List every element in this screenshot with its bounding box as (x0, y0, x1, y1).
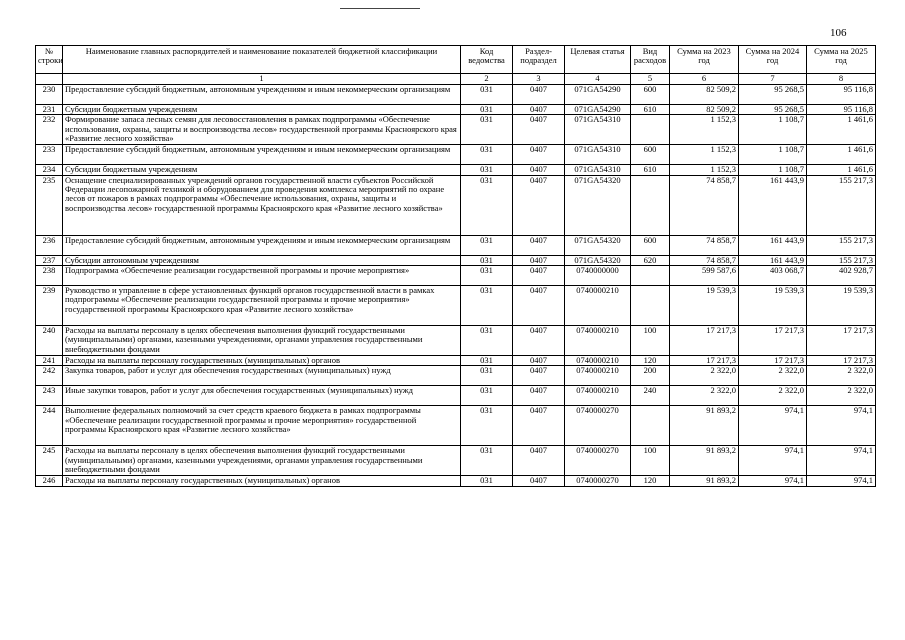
header-expense: Вид расходов (631, 46, 670, 74)
column-number-row (36, 74, 876, 85)
column-number: 5 (631, 74, 670, 85)
row-sum-2024: 17 217,3 (739, 326, 807, 356)
row-name: Расходы на выплаты персоналу в целях обеспечения выполнения функций государственными (муниципальными) органами, казенными учреждениями, органами управления государственными внебюджетными фондами (63, 446, 461, 476)
row-expense-type: 100 (631, 446, 670, 476)
row-target-article: 0740000210 (565, 286, 631, 326)
row-sum-2023: 82 509,2 (670, 105, 739, 115)
row-sum-2023: 74 858,7 (670, 235, 739, 255)
row-section-code: 0407 (513, 85, 565, 105)
row-section-code: 0407 (513, 326, 565, 356)
table-row (36, 286, 876, 326)
row-number: 242 (36, 366, 63, 386)
row-target-article: 0740000270 (565, 476, 631, 486)
row-agency-code: 031 (461, 145, 513, 165)
table-row (36, 255, 876, 265)
row-expense-type: 600 (631, 145, 670, 165)
row-expense-type (631, 406, 670, 446)
row-name: Расходы на выплаты персоналу государственных (муниципальных) органов (63, 356, 461, 366)
row-sum-2023: 1 152,3 (670, 145, 739, 165)
row-sum-2025: 17 217,3 (807, 356, 876, 366)
row-sum-2025: 95 116,8 (807, 105, 876, 115)
row-sum-2025: 1 461,6 (807, 145, 876, 165)
row-target-article: 071GA54310 (565, 115, 631, 145)
row-sum-2025: 2 322,0 (807, 366, 876, 386)
row-sum-2024: 403 068,7 (739, 266, 807, 286)
column-number: 8 (807, 74, 876, 85)
table-row (36, 446, 876, 476)
row-sum-2025: 1 461,6 (807, 115, 876, 145)
row-agency-code: 031 (461, 386, 513, 406)
row-number: 236 (36, 235, 63, 255)
header-section: Раздел- подраздел (513, 46, 565, 74)
row-expense-type: 610 (631, 105, 670, 115)
row-agency-code: 031 (461, 476, 513, 486)
row-expense-type (631, 266, 670, 286)
row-number: 230 (36, 85, 63, 105)
row-section-code: 0407 (513, 356, 565, 366)
row-sum-2025: 155 217,3 (807, 235, 876, 255)
row-sum-2024: 2 322,0 (739, 366, 807, 386)
header-agency: Код ведомства (461, 46, 513, 74)
row-section-code: 0407 (513, 105, 565, 115)
row-number: 246 (36, 476, 63, 486)
row-number: 234 (36, 165, 63, 175)
row-number: 235 (36, 175, 63, 235)
row-section-code: 0407 (513, 386, 565, 406)
row-section-code: 0407 (513, 366, 565, 386)
row-number: 233 (36, 145, 63, 165)
row-sum-2024: 1 108,7 (739, 165, 807, 175)
table-row (36, 145, 876, 165)
row-sum-2023: 74 858,7 (670, 175, 739, 235)
row-sum-2025: 95 116,8 (807, 85, 876, 105)
row-sum-2023: 74 858,7 (670, 255, 739, 265)
row-expense-type: 200 (631, 366, 670, 386)
row-target-article: 071GA54290 (565, 85, 631, 105)
row-target-article: 0740000210 (565, 366, 631, 386)
table-row (36, 105, 876, 115)
row-sum-2025: 402 928,7 (807, 266, 876, 286)
row-expense-type: 610 (631, 165, 670, 175)
row-sum-2025: 19 539,3 (807, 286, 876, 326)
row-sum-2024: 95 268,5 (739, 105, 807, 115)
row-sum-2023: 599 587,6 (670, 266, 739, 286)
row-sum-2024: 19 539,3 (739, 286, 807, 326)
row-section-code: 0407 (513, 406, 565, 446)
row-sum-2023: 1 152,3 (670, 165, 739, 175)
row-expense-type: 120 (631, 476, 670, 486)
row-agency-code: 031 (461, 105, 513, 115)
row-agency-code: 031 (461, 326, 513, 356)
column-number: 1 (63, 74, 461, 85)
row-name: Расходы на выплаты персоналу в целях обеспечения выполнения функций государственными (муниципальными) органами, казенными учреждениями, органами управления государственными внебюджетными фондами (63, 326, 461, 356)
row-sum-2023: 2 322,0 (670, 386, 739, 406)
column-number: 4 (565, 74, 631, 85)
page-number: 106 (830, 27, 847, 39)
column-number: 3 (513, 74, 565, 85)
row-agency-code: 031 (461, 406, 513, 446)
row-sum-2023: 1 152,3 (670, 115, 739, 145)
row-name: Субсидии бюджетным учреждениям (63, 105, 461, 115)
row-section-code: 0407 (513, 255, 565, 265)
column-number: 2 (461, 74, 513, 85)
row-target-article: 071GA54310 (565, 145, 631, 165)
header-row (36, 46, 876, 74)
row-agency-code: 031 (461, 165, 513, 175)
table-row (36, 266, 876, 286)
row-name: Закупка товаров, работ и услуг для обеспечения государственных (муниципальных) нужд (63, 366, 461, 386)
budget-table (35, 45, 876, 487)
row-expense-type: 600 (631, 85, 670, 105)
table-row (36, 476, 876, 486)
row-sum-2023: 2 322,0 (670, 366, 739, 386)
table-row (36, 366, 876, 386)
row-target-article: 0740000210 (565, 386, 631, 406)
row-sum-2023: 17 217,3 (670, 326, 739, 356)
header-row-no: № строки (36, 46, 63, 74)
row-number: 239 (36, 286, 63, 326)
row-target-article: 071GA54320 (565, 235, 631, 255)
row-section-code: 0407 (513, 165, 565, 175)
row-agency-code: 031 (461, 255, 513, 265)
row-name: Субсидии бюджетным учреждениям (63, 165, 461, 175)
row-agency-code: 031 (461, 446, 513, 476)
row-section-code: 0407 (513, 446, 565, 476)
header-target: Целевая статья (565, 46, 631, 74)
row-name: Иные закупки товаров, работ и услуг для обеспечения государственных (муниципальных) нужд (63, 386, 461, 406)
row-number: 232 (36, 115, 63, 145)
row-agency-code: 031 (461, 266, 513, 286)
row-name: Расходы на выплаты персоналу государственных (муниципальных) органов (63, 476, 461, 486)
row-number: 244 (36, 406, 63, 446)
row-name: Предоставление субсидий бюджетным, автономным учреждениям и иным некоммерческим организациям (63, 145, 461, 165)
row-target-article: 071GA54290 (565, 105, 631, 115)
row-sum-2024: 1 108,7 (739, 145, 807, 165)
column-number: 6 (670, 74, 739, 85)
row-expense-type (631, 175, 670, 235)
row-name: Формирование запаса лесных семян для лесовосстановления в рамках подпрограммы «Обеспечение использования, охраны, защиты и воспроизводства лесов» государственной программы Красноярского края «Развитие лесного хозяйства» (63, 115, 461, 145)
row-name: Оснащение специализированных учреждений органов государственной власти субъектов Российской Федерации лесопожарной техникой и оборудованием для проведения комплекса мероприятий по охране лесов от пожаров в рамках подпрограммы «Обеспечение использования, охраны, защиты и воспроизводства лесов» государственной программы Красноярского края «Развитие лесного хозяйства» (63, 175, 461, 235)
row-target-article: 0740000000 (565, 266, 631, 286)
row-section-code: 0407 (513, 115, 565, 145)
row-sum-2023: 91 893,2 (670, 476, 739, 486)
row-agency-code: 031 (461, 85, 513, 105)
row-sum-2025: 974,1 (807, 406, 876, 446)
row-target-article: 0740000210 (565, 356, 631, 366)
row-name: Подпрограмма «Обеспечение реализации государственной программы и прочие мероприятия» (63, 266, 461, 286)
row-sum-2024: 1 108,7 (739, 115, 807, 145)
row-name: Предоставление субсидий бюджетным, автономным учреждениям и иным некоммерческим организациям (63, 85, 461, 105)
row-number: 231 (36, 105, 63, 115)
header-2024: Сумма на 2024 год (739, 46, 807, 74)
row-expense-type (631, 115, 670, 145)
row-sum-2025: 974,1 (807, 446, 876, 476)
row-sum-2024: 974,1 (739, 446, 807, 476)
row-sum-2025: 1 461,6 (807, 165, 876, 175)
row-expense-type: 600 (631, 235, 670, 255)
table-row (36, 356, 876, 366)
row-target-article: 071GA54320 (565, 255, 631, 265)
row-section-code: 0407 (513, 476, 565, 486)
row-agency-code: 031 (461, 115, 513, 145)
row-target-article: 071GA54310 (565, 165, 631, 175)
row-sum-2025: 155 217,3 (807, 175, 876, 235)
row-expense-type: 120 (631, 356, 670, 366)
row-section-code: 0407 (513, 266, 565, 286)
row-sum-2024: 161 443,9 (739, 175, 807, 235)
row-number: 245 (36, 446, 63, 476)
row-target-article: 0740000270 (565, 406, 631, 446)
header-name: Наименование главных распорядителей и наименование показателей бюджетной классификации (63, 46, 461, 74)
row-sum-2025: 17 217,3 (807, 326, 876, 356)
table-row (36, 85, 876, 105)
row-sum-2024: 95 268,5 (739, 85, 807, 105)
row-target-article: 0740000210 (565, 326, 631, 356)
row-target-article: 0740000270 (565, 446, 631, 476)
row-sum-2025: 2 322,0 (807, 386, 876, 406)
row-sum-2024: 974,1 (739, 406, 807, 446)
column-number: 7 (739, 74, 807, 85)
row-sum-2025: 155 217,3 (807, 255, 876, 265)
top-divider (340, 8, 420, 9)
row-name: Руководство и управление в сфере установленных функций органов государственной власти в рамках подпрограммы «Обеспечение реализации государственной программы и прочие мероприятия» государственной программы Красноярского края «Развитие лесного хозяйства» (63, 286, 461, 326)
row-sum-2023: 91 893,2 (670, 446, 739, 476)
row-expense-type: 100 (631, 326, 670, 356)
row-name: Субсидии автономным учреждениям (63, 255, 461, 265)
table-row (36, 175, 876, 235)
row-sum-2023: 82 509,2 (670, 85, 739, 105)
row-number: 238 (36, 266, 63, 286)
row-section-code: 0407 (513, 286, 565, 326)
header-2025: Сумма на 2025 год (807, 46, 876, 74)
row-agency-code: 031 (461, 366, 513, 386)
table-row (36, 326, 876, 356)
row-agency-code: 031 (461, 356, 513, 366)
row-sum-2023: 17 217,3 (670, 356, 739, 366)
row-sum-2023: 19 539,3 (670, 286, 739, 326)
table-row (36, 115, 876, 145)
row-expense-type: 620 (631, 255, 670, 265)
table-row (36, 406, 876, 446)
row-expense-type (631, 286, 670, 326)
row-number: 240 (36, 326, 63, 356)
row-sum-2024: 17 217,3 (739, 356, 807, 366)
table-row (36, 235, 876, 255)
row-sum-2025: 974,1 (807, 476, 876, 486)
row-name: Предоставление субсидий бюджетным, автономным учреждениям и иным некоммерческим организациям (63, 235, 461, 255)
row-sum-2024: 161 443,9 (739, 255, 807, 265)
row-section-code: 0407 (513, 235, 565, 255)
row-agency-code: 031 (461, 235, 513, 255)
row-number: 241 (36, 356, 63, 366)
row-section-code: 0407 (513, 145, 565, 165)
row-section-code: 0407 (513, 175, 565, 235)
row-sum-2024: 974,1 (739, 476, 807, 486)
row-sum-2024: 2 322,0 (739, 386, 807, 406)
row-agency-code: 031 (461, 175, 513, 235)
row-sum-2023: 91 893,2 (670, 406, 739, 446)
row-expense-type: 240 (631, 386, 670, 406)
row-target-article: 071GA54320 (565, 175, 631, 235)
row-name: Выполнение федеральных полномочий за счет средств краевого бюджета в рамках подпрограммы «Обеспечение реализации государственной программы и прочие мероприятия» государственной программы Красноярского края «Развитие лесного хозяйства» (63, 406, 461, 446)
table-row (36, 386, 876, 406)
table-row (36, 165, 876, 175)
header-2023: Сумма на 2023 год (670, 46, 739, 74)
row-agency-code: 031 (461, 286, 513, 326)
row-number: 243 (36, 386, 63, 406)
row-number: 237 (36, 255, 63, 265)
column-number (36, 74, 63, 85)
row-sum-2024: 161 443,9 (739, 235, 807, 255)
